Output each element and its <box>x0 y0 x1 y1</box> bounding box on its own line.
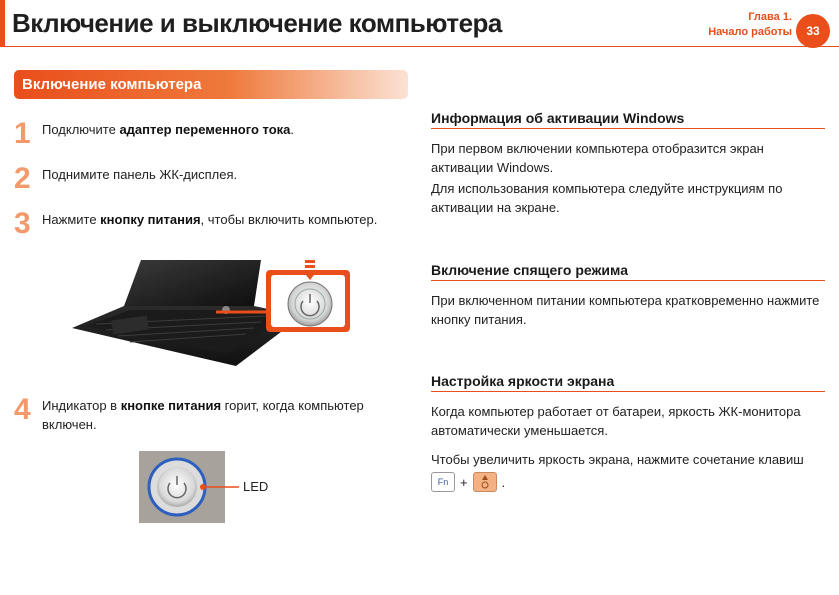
period: . <box>501 474 506 490</box>
fn-key: Fn <box>431 472 455 492</box>
header-divider <box>0 46 839 47</box>
paragraph: При включенном питании компьютера кратковременно нажмите кнопку питания. <box>431 293 820 327</box>
led-label: LED <box>243 479 269 494</box>
paragraph: Когда компьютер работает от батареи, яркость ЖК-монитора автоматически уменьшается. <box>431 404 801 438</box>
heading-sleep-mode: Включение спящего режима <box>431 262 825 281</box>
header-accent-bar <box>0 0 5 46</box>
step-number: 4 <box>14 393 31 426</box>
step-text: Подключите адаптер переменного тока. <box>42 122 295 137</box>
step-4 <box>14 393 397 434</box>
step-text: Индикатор в кнопке питания горит, когда компьютер включен. <box>42 398 364 432</box>
paragraph: При первом включении компьютера отобразится экран активации Windows. <box>431 141 764 175</box>
brightness-up-key-icon <box>473 472 497 492</box>
heading-brightness: Настройка яркости экрана <box>431 373 825 392</box>
chapter-name: Начало работы <box>708 26 792 38</box>
led-illustration <box>139 451 289 523</box>
page-number-badge: 33 <box>796 14 830 48</box>
heading-windows-activation: Информация об активации Windows <box>431 110 825 129</box>
step-1 <box>14 117 295 150</box>
plus-sign: + <box>460 474 468 490</box>
chapter-info <box>708 10 792 40</box>
paragraph: Для использования компьютера следуйте инструкциям по активации на экране. <box>431 181 783 215</box>
section-title: Включение компьютера <box>14 70 408 99</box>
key-combination <box>431 472 505 492</box>
step-text: Нажмите кнопку питания, чтобы включить компьютер. <box>42 212 378 227</box>
laptop-illustration <box>66 258 350 378</box>
step-number: 1 <box>14 117 31 150</box>
paragraph: Чтобы увеличить яркость экрана, нажмите сочетание клавиш <box>431 452 804 467</box>
step-3 <box>14 207 378 240</box>
step-text: Поднимите панель ЖК-дисплея. <box>42 167 238 182</box>
chapter-label: Глава 1. <box>748 11 792 23</box>
step-number: 3 <box>14 207 31 240</box>
page-title: Включение и выключение компьютера <box>12 8 502 38</box>
step-number: 2 <box>14 162 31 195</box>
step-2 <box>14 162 238 195</box>
